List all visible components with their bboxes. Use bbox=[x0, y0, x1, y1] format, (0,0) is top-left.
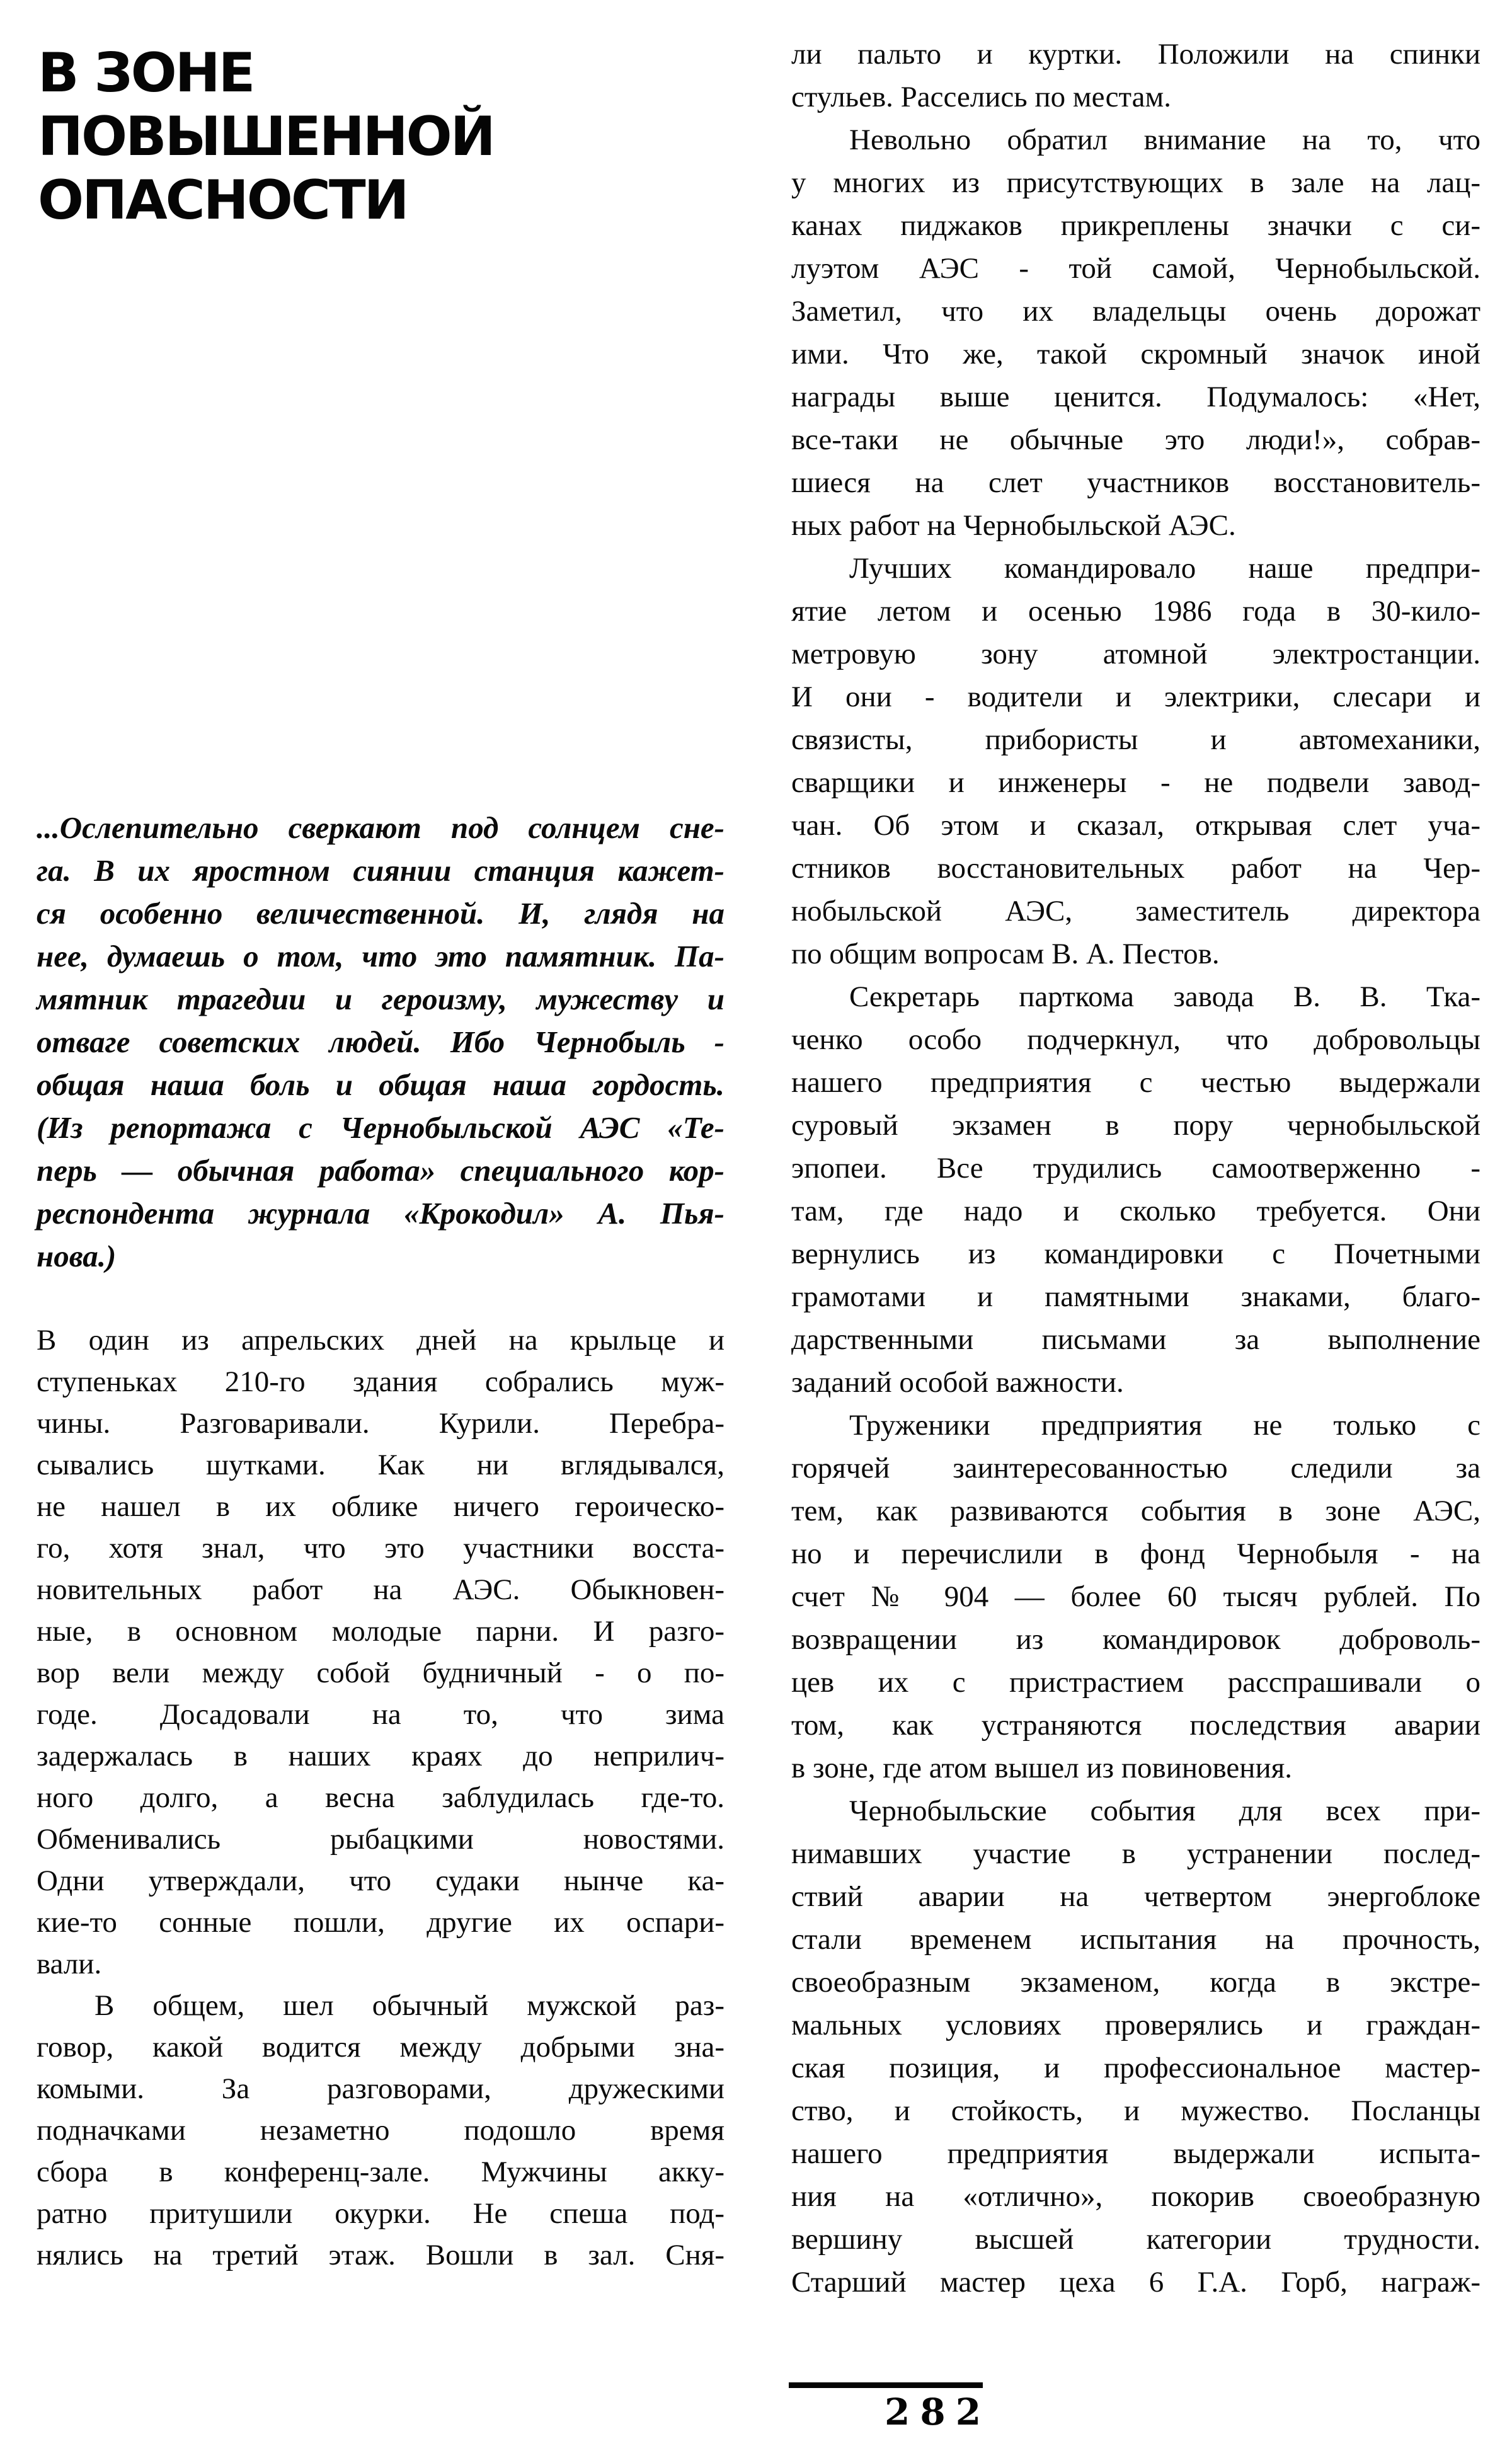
body-text-line: ступеньках 210-го здания собрались муж- bbox=[37, 1365, 724, 1398]
article-title-line: В ЗОНЕ bbox=[38, 42, 254, 105]
left-column-text bbox=[37, 1319, 724, 2276]
body-text-line: стников восстановительных работ на Чер- bbox=[791, 852, 1480, 885]
body-text-line: заданий особой важности. bbox=[791, 1366, 1124, 1399]
body-text-line: своеобразным экзаменом, когда в экстре- bbox=[791, 1966, 1480, 1999]
body-text-line: ния на «отлично», покорив своеобразную bbox=[791, 2180, 1480, 2213]
body-text-line: у многих из присутствующих в зале на лац- bbox=[791, 166, 1480, 199]
epigraph-line: отваге советских людей. Ибо Чернобыль - bbox=[37, 1025, 724, 1059]
body-text-line: задержалась в наших краях до неприлич- bbox=[37, 1740, 724, 1772]
epigraph-line: перь — обычная работа» специального кор- bbox=[37, 1153, 724, 1188]
body-text-line: Старший мастер цеха 6 Г.А. Горб, награж- bbox=[791, 2266, 1480, 2299]
epigraph-line: мятник трагедии и героизму, мужеству и bbox=[37, 982, 724, 1016]
article-title-line: ПОВЫШЕННОЙ bbox=[38, 105, 494, 168]
body-text-line: канах пиджаков прикреплены значки с си- bbox=[791, 209, 1480, 242]
body-text-line: ратно притушили окурки. Не спеша под- bbox=[37, 2197, 724, 2230]
body-text-line: по общим вопросам В. А. Пестов. bbox=[791, 938, 1220, 970]
body-text-line: шиеся на слет участников восстановитель- bbox=[791, 466, 1480, 499]
body-text-line: В общем, шел обычный мужской раз- bbox=[94, 1989, 724, 2022]
body-text-line: Заметил, что их владельцы очень дорожат bbox=[791, 295, 1480, 328]
epigraph-line: нее, думаешь о том, что это памятник. Па- bbox=[37, 939, 724, 973]
body-text-line: том, как устраняются последствия аварии bbox=[791, 1709, 1480, 1742]
body-text-line: тем, как развиваются события в зоне АЭС, bbox=[791, 1495, 1480, 1527]
epigraph-line: респондента журнала «Крокодил» А. Пья- bbox=[37, 1196, 724, 1231]
body-text-line: мальных условиях проверялись и граждан- bbox=[791, 2009, 1480, 2041]
body-text-line: Лучших командировало наше предпри- bbox=[849, 552, 1480, 585]
body-text-line: ская позиция, и профессиональное мастер- bbox=[791, 2052, 1480, 2084]
body-text-line: ими. Что же, такой скромный значок иной bbox=[791, 338, 1480, 370]
body-text-line: все-таки не обычные это люди!», собрав- bbox=[791, 423, 1480, 456]
body-text-line: в зоне, где атом вышел из повиновения. bbox=[791, 1752, 1292, 1784]
body-text-line: Невольно обратил внимание на то, что bbox=[849, 123, 1480, 156]
article-title-line: ОПАСНОСТИ bbox=[38, 169, 408, 232]
article-title bbox=[38, 42, 769, 233]
body-text-line: кие-то сонные пошли, другие их оспари- bbox=[37, 1906, 724, 1939]
epigraph bbox=[37, 807, 724, 1278]
body-text-line: комыми. За разговорами, дружескими bbox=[37, 2072, 724, 2105]
body-text-line: В один из апрельских дней на крыльце и bbox=[37, 1324, 724, 1357]
body-text-line: счет № 904 — более 60 тысяч рублей. По bbox=[791, 1580, 1480, 1613]
body-text-line: там, где надо и сколько требуется. Они bbox=[791, 1195, 1480, 1227]
body-text-line: сывались шутками. Как ни вглядывался, bbox=[37, 1449, 724, 1481]
body-text-line: подначками незаметно подошло время bbox=[37, 2114, 724, 2147]
body-text-line: нялись на третий этаж. Вошли в зал. Сня- bbox=[37, 2239, 724, 2271]
body-text-line: новительных работ на АЭС. Обыкновен- bbox=[37, 1573, 724, 1606]
epigraph-line: общая наша боль и общая наша гордость. bbox=[37, 1067, 724, 1102]
body-text-line: годе. Досадовали на то, что зима bbox=[37, 1698, 724, 1731]
body-text-line: стали временем испытания на прочность, bbox=[791, 1923, 1480, 1956]
epigraph-line: нова.) bbox=[37, 1239, 117, 1273]
body-text-line: не нашел в их облике ничего героическо- bbox=[37, 1490, 724, 1523]
body-text-line: И они - водители и электрики, слесари и bbox=[791, 680, 1480, 713]
body-text-line: нашего предприятия с честью выдержали bbox=[791, 1066, 1480, 1099]
body-text-line: ятие летом и осенью 1986 года в 30-кило- bbox=[791, 595, 1480, 628]
body-text-line: Чернобыльские события для всех при- bbox=[849, 1794, 1480, 1827]
body-text-line: Обменивались рыбацкими новостями. bbox=[37, 1823, 724, 1856]
body-text-line: ные, в основном молодые парни. И разго- bbox=[37, 1615, 724, 1648]
body-text-line: говор, какой водится между добрыми зна- bbox=[37, 2031, 724, 2064]
body-text-line: возвращении из командировок доброволь- bbox=[791, 1623, 1480, 1656]
body-text-line: эпопеи. Все трудились самоотверженно - bbox=[791, 1152, 1480, 1185]
body-text-line: чан. Об этом и сказал, открывая слет уча- bbox=[791, 809, 1480, 842]
body-text-line: связисты, прибористы и автомеханики, bbox=[791, 723, 1480, 756]
body-text-line: ство, и стойкость, и мужество. Посланцы bbox=[791, 2094, 1480, 2127]
body-text-line: но и перечислили в фонд Чернобыля - на bbox=[791, 1537, 1480, 1570]
body-text-line: Секретарь парткома завода В. В. Тка- bbox=[849, 980, 1480, 1013]
body-text-line: нашего предприятия выдержали испыта- bbox=[791, 2137, 1480, 2170]
body-text-line: вершину высшей категории трудности. bbox=[791, 2223, 1480, 2256]
body-text-line: дарственными письмами за выполнение bbox=[791, 1323, 1480, 1356]
body-text-line: цев их с пристрастием расспрашивали о bbox=[791, 1666, 1480, 1699]
body-text-line: сбора в конференц-зале. Мужчины акку- bbox=[37, 2156, 724, 2188]
footer-rule bbox=[789, 2382, 983, 2388]
epigraph-line: ся особенно величественной. И, глядя на bbox=[37, 896, 724, 931]
body-text-line: сварщики и инженеры - не подвели завод- bbox=[791, 766, 1480, 799]
body-text-line: чины. Разговаривали. Курили. Перебра- bbox=[37, 1407, 724, 1440]
body-text-line: ных работ на Чернобыльской АЭС. bbox=[791, 509, 1236, 542]
body-text-line: нобыльской АЭС, заместитель директора bbox=[791, 895, 1480, 927]
body-text-line: нимавших участие в устранении послед- bbox=[791, 1837, 1480, 1870]
body-text-line: ного долго, а весна заблудилась где-то. bbox=[37, 1781, 724, 1814]
right-column-text bbox=[791, 33, 1480, 2304]
body-text-line: Одни утверждали, что судаки нынче ка- bbox=[37, 1864, 724, 1897]
body-text-line: го, хотя знал, что это участники восста- bbox=[37, 1532, 724, 1565]
body-text-line: ченко особо подчеркнул, что добровольцы bbox=[791, 1023, 1480, 1056]
body-text-line: Труженики предприятия не только с bbox=[849, 1409, 1480, 1442]
body-text-line: ствий аварии на четвертом энергоблоке bbox=[791, 1880, 1480, 1913]
body-text-line: вернулись из командировки с Почетными bbox=[791, 1237, 1480, 1270]
body-text-line: ли пальто и куртки. Положили на спинки bbox=[791, 38, 1480, 71]
body-text-line: суровый экзамен в пору чернобыльской bbox=[791, 1109, 1480, 1142]
body-text-line: стульев. Расселись по местам. bbox=[791, 81, 1171, 113]
body-text-line: луэтом АЭС - той самой, Чернобыльской. bbox=[791, 252, 1480, 285]
body-text-line: метровую зону атомной электростанции. bbox=[791, 638, 1480, 670]
epigraph-line: ...Ослепительно сверкают под солнцем сне- bbox=[37, 810, 724, 845]
epigraph-line: га. В их яростном сиянии станция кажет- bbox=[37, 853, 724, 888]
body-text-line: вор вели между собой будничный - о по- bbox=[37, 1657, 724, 1689]
epigraph-line: (Из репортажа с Чернобыльской АЭС «Те- bbox=[37, 1110, 724, 1145]
body-text-line: награды выше ценится. Подумалось: «Нет, bbox=[791, 381, 1480, 413]
body-text-line: вали. bbox=[37, 1948, 102, 1980]
body-text-line: горячей заинтересованностью следили за bbox=[791, 1452, 1480, 1484]
page-number: 282 bbox=[885, 2391, 992, 2433]
body-text-line: грамотами и памятными знаками, благо- bbox=[791, 1280, 1480, 1313]
